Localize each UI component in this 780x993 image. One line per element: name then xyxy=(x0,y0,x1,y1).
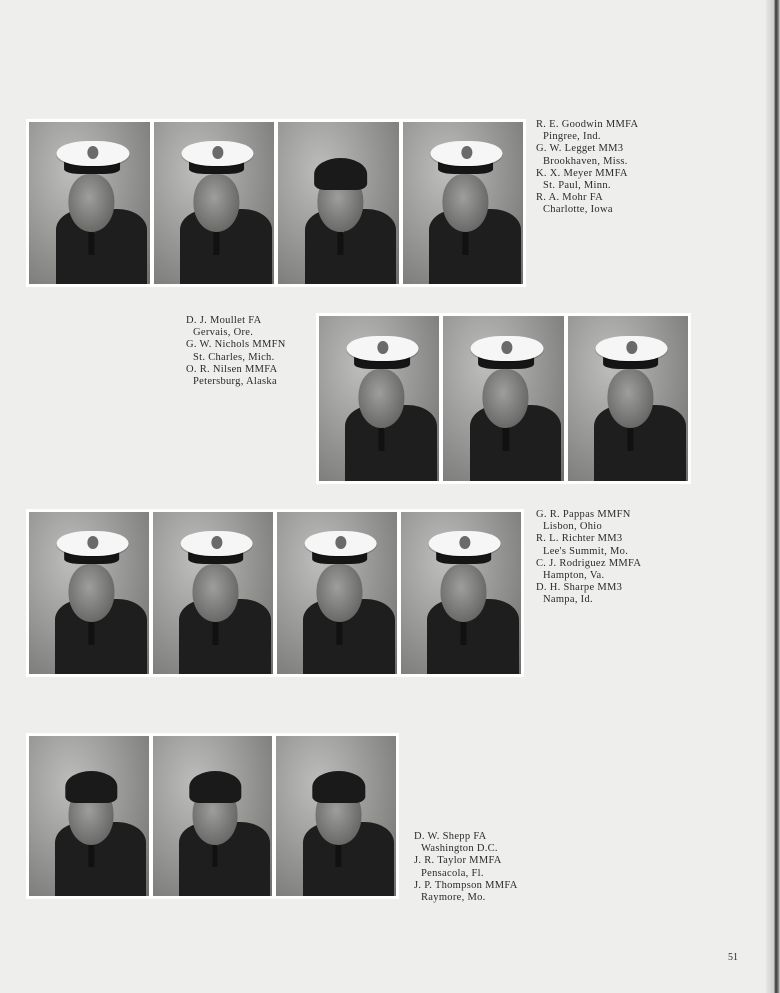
caption-name: C. J. Rodriguez MMFA xyxy=(536,557,642,569)
photo-row-4 xyxy=(26,733,399,899)
caption-group-4 xyxy=(414,831,518,904)
portrait-nilsen xyxy=(568,316,688,481)
page-binding-edge xyxy=(766,0,780,993)
caption-name: G. W. Legget MM3 xyxy=(536,143,624,155)
portrait-nichols xyxy=(443,316,563,481)
portrait-moullet xyxy=(319,316,439,481)
caption-place: Pingree, Ind. xyxy=(543,131,601,143)
portrait-sharpe xyxy=(401,512,521,674)
caption-name: J. R. Taylor MMFA xyxy=(414,855,502,867)
caption-place: Pensacola, Fl. xyxy=(421,867,484,879)
caption-place: Lisbon, Ohio xyxy=(543,521,603,533)
caption-name: O. R. Nilsen MMFA xyxy=(186,363,278,375)
caption-name: R. A. Mohr FA xyxy=(536,192,604,204)
caption-name: R. E. Goodwin MMFA xyxy=(536,119,639,130)
caption-place: St. Paul, Minn. xyxy=(543,180,611,192)
caption-name: G. W. Nichols MMFN xyxy=(186,339,286,351)
caption-group-2 xyxy=(186,315,286,388)
page-number: 51 xyxy=(728,952,738,963)
caption-name: K. X. Meyer MMFA xyxy=(536,167,628,179)
caption-place: Raymore, Mo. xyxy=(421,892,486,904)
portrait-meyer xyxy=(278,122,399,284)
portrait-legget xyxy=(154,122,275,284)
caption-name: D. H. Sharpe MM3 xyxy=(536,582,623,594)
caption-group-1 xyxy=(536,119,638,217)
caption-name: J. P. Thompson MMFA xyxy=(414,879,518,891)
caption-name: D. J. Moullet FA xyxy=(186,315,262,326)
caption-place: Gervais, Ore. xyxy=(193,327,254,339)
caption-place: Nampa, Id. xyxy=(543,594,593,606)
portrait-goodwin xyxy=(29,122,150,284)
caption-name: D. W. Shepp FA xyxy=(414,831,487,842)
photo-row-1 xyxy=(26,119,526,287)
portrait-richter xyxy=(153,512,273,674)
caption-name: G. R. Pappas MMFN xyxy=(536,509,631,520)
portrait-pappas xyxy=(29,512,149,674)
caption-group-3 xyxy=(536,509,641,607)
caption-name: R. L. Richter MM3 xyxy=(536,533,623,545)
caption-place: Charlotte, Iowa xyxy=(543,204,613,216)
caption-place: Lee's Summit, Mo. xyxy=(543,545,629,557)
caption-place: St. Charles, Mich. xyxy=(193,351,275,363)
caption-place: Washington D.C. xyxy=(421,843,498,855)
portrait-thompson xyxy=(276,736,396,896)
portrait-mohr xyxy=(403,122,524,284)
photo-row-3 xyxy=(26,509,524,677)
caption-place: Petersburg, Alaska xyxy=(193,376,277,388)
portrait-taylor xyxy=(153,736,273,896)
caption-place: Brookhaven, Miss. xyxy=(543,155,628,167)
portrait-rodriguez xyxy=(277,512,397,674)
caption-place: Hampton, Va. xyxy=(543,570,605,582)
portrait-shepp xyxy=(29,736,149,896)
photo-row-2 xyxy=(316,313,691,484)
